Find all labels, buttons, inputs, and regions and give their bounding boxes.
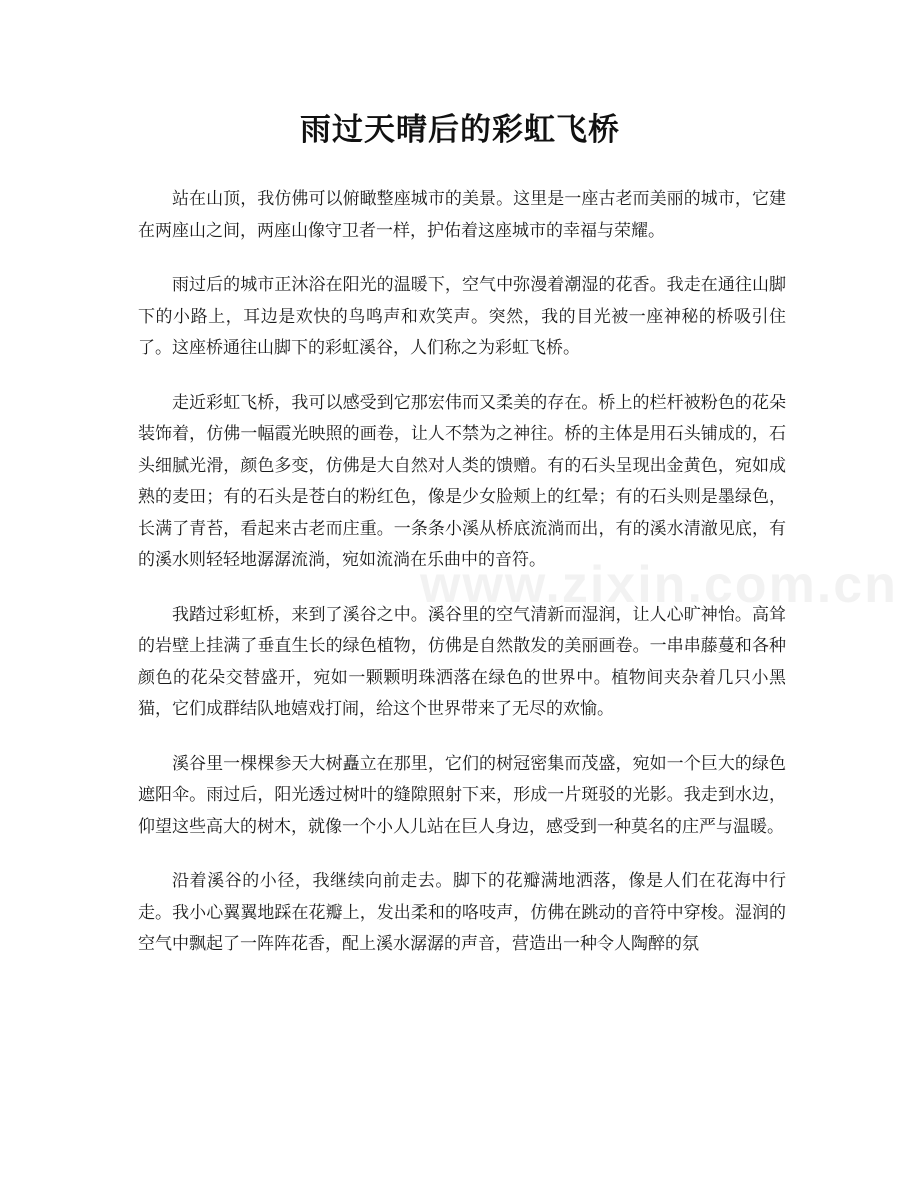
paragraph: 溪谷里一棵棵参天大树矗立在那里，它们的树冠密集而茂盛，宛如一个巨大的绿色遮阳伞。雨过后，阳光透过树叶的缝隙照射下来，形成一片斑驳的光影。我走到水边，仰望这些高大的树木，就像一个小人儿站在巨人身边，感受到一种莫名的庄严与温暖。 xyxy=(138,753,786,837)
document-body xyxy=(138,184,786,984)
paragraph: 雨过后的城市正沐浴在阳光的温暖下，空气中弥漫着潮湿的花香。我走在通往山脚下的小路上，耳边是欢快的鸟鸣声和欢笑声。突然，我的目光被一座神秘的桥吸引住了。这座桥通往山脚下的彩虹溪谷，人们称之为彩虹飞桥。 xyxy=(138,275,786,358)
paragraph: 我踏过彩虹桥，来到了溪谷之中。溪谷里的空气清新而湿润，让人心旷神怡。高耸的岩壁上挂满了垂直生长的绿色植物，仿佛是自然散发的美丽画卷。一串串藤蔓和各种颜色的花朵交替盛开，宛如一颗颗明珠洒落在绿色的世界中。植物间夹杂着几只小黑猫，它们成群结队地嬉戏打闹，给这个世界带来了无尽的欢愉。 xyxy=(138,604,786,719)
document-title: 雨过天晴后的彩虹飞桥 xyxy=(300,112,620,148)
paragraph: 走近彩虹飞桥，我可以感受到它那宏伟而又柔美的存在。桥上的栏杆被粉色的花朵装饰着，仿佛一幅霞光映照的画卷，让人不禁为之神往。桥的主体是用石头铺成的，石头细腻光滑，颜色多变，仿佛是大自然对人类的馈赠。有的石头呈现出金黄色，宛如成熟的麦田；有的石头是苍白的粉红色，像是少女脸颊上的红晕；有的石头则是墨绿色，长满了青苔，看起来古老而庄重。一条条小溪从桥底流淌而出，有的溪水清澈见底，有的溪水则轻轻地潺潺流淌，宛如流淌在乐曲中的音符。 xyxy=(138,392,786,570)
watermark: www.zixin.com.cn xyxy=(420,556,898,614)
paragraph: 站在山顶，我仿佛可以俯瞰整座城市的美景。这里是一座古老而美丽的城市，它建在两座山之间，两座山像守卫者一样，护佑着这座城市的幸福与荣耀。 xyxy=(138,189,786,241)
paragraph: 沿着溪谷的小径，我继续向前走去。脚下的花瓣满地洒落，像是人们在花海中行走。我小心翼翼地踩在花瓣上，发出柔和的咯吱声，仿佛在跳动的音符中穿梭。湿润的空气中飘起了一阵阵花香，配上溪水潺潺的声音，营造出一种令人陶醉的氛 xyxy=(138,871,786,954)
